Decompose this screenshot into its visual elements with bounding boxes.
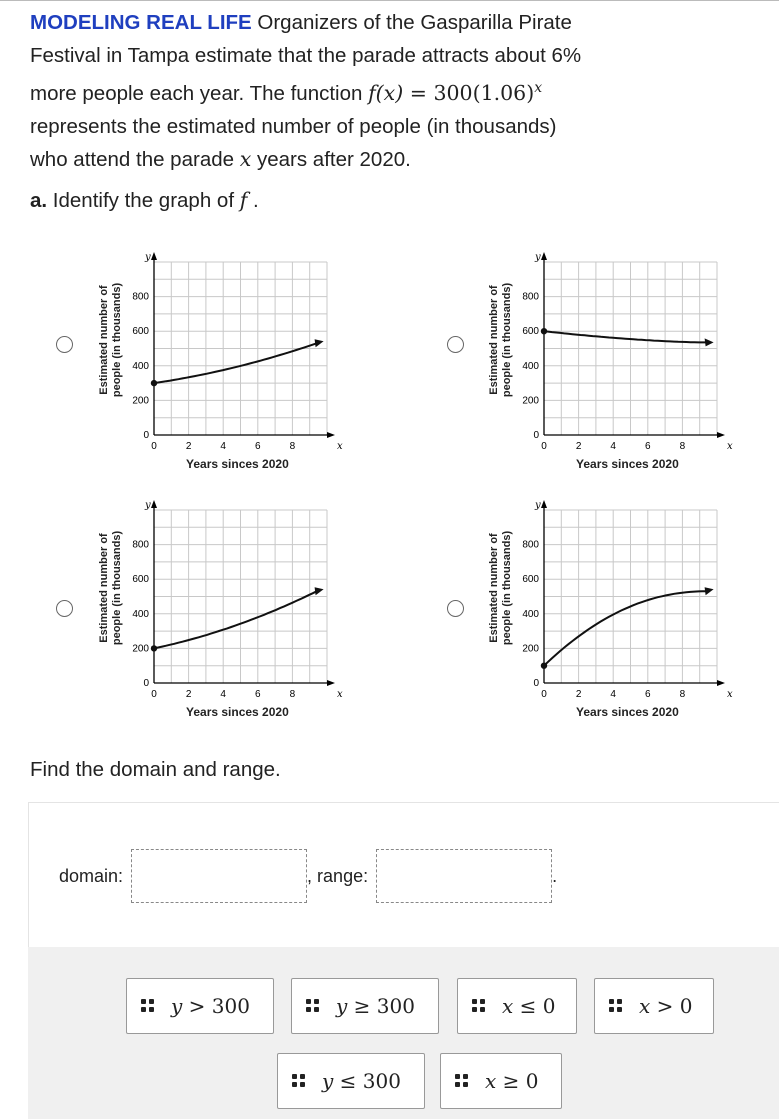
x-tick-label: 8: [679, 689, 686, 700]
x-axis-var: x: [337, 441, 343, 452]
graph-plot: [88, 252, 348, 452]
y-tick-label: 200: [522, 395, 539, 407]
function-name: f(x): [368, 80, 404, 105]
y-tick-label: 800: [132, 291, 149, 303]
graph-option-1[interactable]: [88, 252, 348, 477]
y-axis-title-line1: Estimated number of: [488, 285, 500, 395]
graph-plot: [478, 500, 738, 700]
origin-label: 0: [533, 430, 539, 441]
y-axis-title: [488, 513, 514, 663]
y-tick-label: 600: [132, 326, 149, 338]
y-tick-label: 800: [522, 291, 539, 303]
answer-tile[interactable]: [457, 978, 577, 1034]
graph-option-4[interactable]: [478, 500, 738, 725]
y-axis-title-line2: people (in thousands): [501, 282, 513, 398]
curve-arrow: [705, 338, 714, 346]
y-axis-title-line2: people (in thousands): [111, 282, 123, 398]
y-tick-label: 600: [522, 574, 539, 586]
start-point: [151, 380, 157, 386]
x-tick-label: 6: [645, 689, 651, 700]
graph-plot: [478, 252, 738, 452]
part-a-var: f: [239, 188, 248, 212]
x-tick-label: 2: [575, 441, 582, 452]
range-label: , range:: [307, 865, 369, 886]
part-a-prompt: [30, 188, 259, 213]
x-tick-label: 4: [220, 441, 226, 452]
range-drop-zone[interactable]: [376, 849, 552, 903]
x-axis-title: Years sinces 2020: [186, 457, 289, 471]
x-axis-title: Years sinces 2020: [576, 457, 679, 471]
variable-x: x: [239, 146, 252, 171]
x-tick-label: 8: [289, 441, 296, 452]
answer-tile[interactable]: [594, 978, 714, 1034]
origin-label: 0: [533, 678, 539, 689]
problem-line1: Organizers of the Gasparilla Pirate: [251, 11, 572, 34]
x-tick-label: 6: [645, 441, 651, 452]
x-tick-label: 8: [289, 689, 296, 700]
x-axis-var: x: [727, 689, 733, 700]
drag-handle-icon: [306, 999, 320, 1013]
tile-expression: x ≥ 0: [485, 1068, 539, 1093]
y-axis-title: [98, 513, 124, 663]
choice-radio-4[interactable]: [447, 600, 464, 617]
curve-arrow: [315, 587, 324, 595]
problem-heading: MODELING REAL LIFE: [30, 11, 252, 34]
graph-plot: [88, 500, 348, 700]
drag-handle-icon: [292, 1074, 306, 1088]
answer-tile[interactable]: [291, 978, 439, 1034]
choice-radio-2[interactable]: [447, 336, 464, 353]
function-exponent: x: [534, 80, 543, 96]
y-tick-label: 400: [522, 360, 539, 372]
part-a-label: a.: [30, 189, 48, 212]
y-tick-label: 600: [132, 574, 149, 586]
x-tick-label: 4: [610, 689, 616, 700]
graph-option-3[interactable]: [88, 500, 348, 725]
graph-option-2[interactable]: [478, 252, 738, 477]
function-body: = 300(1.06): [403, 80, 535, 105]
answer-tile[interactable]: [440, 1053, 562, 1109]
y-axis-var: y: [535, 500, 541, 511]
y-tick-label: 400: [522, 608, 539, 620]
y-axis-title: [98, 265, 124, 415]
x-tick-label: 2: [185, 441, 192, 452]
y-axis-title: [488, 265, 514, 415]
part-a-end: .: [247, 189, 259, 212]
y-tick-label: 400: [132, 360, 149, 372]
tile-expression: x > 0: [639, 993, 693, 1018]
y-axis-var: y: [145, 252, 151, 263]
y-tick-label: 800: [522, 539, 539, 551]
x-tick-label: 6: [255, 441, 261, 452]
start-point: [151, 645, 157, 651]
top-divider: [0, 0, 779, 1]
problem-line3: more people each year. The function: [30, 81, 369, 105]
find-domain-range: Find the domain and range.: [30, 758, 281, 781]
x-tick-label: 6: [255, 689, 261, 700]
y-tick-label: 400: [132, 608, 149, 620]
drag-handle-icon: [455, 1074, 469, 1088]
domain-drop-zone[interactable]: [131, 849, 307, 903]
origin-label: 0: [151, 441, 157, 452]
tile-expression: y ≤ 300: [322, 1068, 401, 1093]
answer-period: .: [552, 865, 558, 886]
problem-line2: Festival in Tampa estimate that the parade attracts about 6%: [30, 44, 582, 67]
choice-radio-1[interactable]: [56, 336, 73, 353]
drag-handle-icon: [472, 999, 486, 1013]
origin-label: 0: [541, 441, 547, 452]
start-point: [541, 663, 547, 669]
y-axis-title-line2: people (in thousands): [501, 530, 513, 646]
x-axis-var: x: [337, 689, 343, 700]
problem-line5: who attend the parade: [30, 147, 240, 171]
y-axis-title-line1: Estimated number of: [98, 533, 110, 643]
x-axis-var: x: [727, 441, 733, 452]
domain-label: domain:: [59, 865, 124, 886]
part-a-text: Identify the graph of: [47, 189, 240, 212]
y-axis-title-line1: Estimated number of: [98, 285, 110, 395]
y-tick-label: 200: [522, 643, 539, 655]
problem-line5-end: years after 2020.: [251, 147, 411, 171]
y-axis-var: y: [535, 252, 541, 263]
origin-label: 0: [541, 689, 547, 700]
tile-expression: y > 300: [171, 993, 250, 1018]
y-tick-label: 200: [132, 395, 149, 407]
x-axis-title: Years sinces 2020: [576, 705, 679, 719]
x-tick-label: 4: [610, 441, 616, 452]
y-tick-label: 800: [132, 539, 149, 551]
curve-arrow: [705, 587, 714, 595]
origin-label: 0: [151, 689, 157, 700]
y-axis-title-line2: people (in thousands): [111, 530, 123, 646]
problem-line4: represents the estimated number of people (in thousands): [30, 114, 557, 138]
drag-handle-icon: [141, 999, 155, 1013]
drag-handle-icon: [609, 999, 623, 1013]
x-tick-label: 4: [220, 689, 226, 700]
x-tick-label: 2: [575, 689, 582, 700]
curve-arrow: [315, 339, 324, 347]
answer-row: [59, 849, 557, 903]
tile-expression: y ≥ 300: [336, 993, 415, 1018]
origin-label: 0: [143, 678, 149, 689]
origin-label: 0: [143, 430, 149, 441]
answer-tile[interactable]: [277, 1053, 425, 1109]
answer-panel: [28, 802, 779, 948]
x-axis-title: Years sinces 2020: [186, 705, 289, 719]
x-tick-label: 2: [185, 689, 192, 700]
y-axis-var: y: [145, 500, 151, 511]
y-tick-label: 600: [522, 326, 539, 338]
answer-tile[interactable]: [126, 978, 274, 1034]
start-point: [541, 328, 547, 334]
x-tick-label: 8: [679, 441, 686, 452]
problem-statement: [30, 6, 760, 176]
choice-radio-3[interactable]: [56, 600, 73, 617]
y-axis-title-line1: Estimated number of: [488, 533, 500, 643]
y-tick-label: 200: [132, 643, 149, 655]
tile-expression: x ≤ 0: [502, 993, 556, 1018]
